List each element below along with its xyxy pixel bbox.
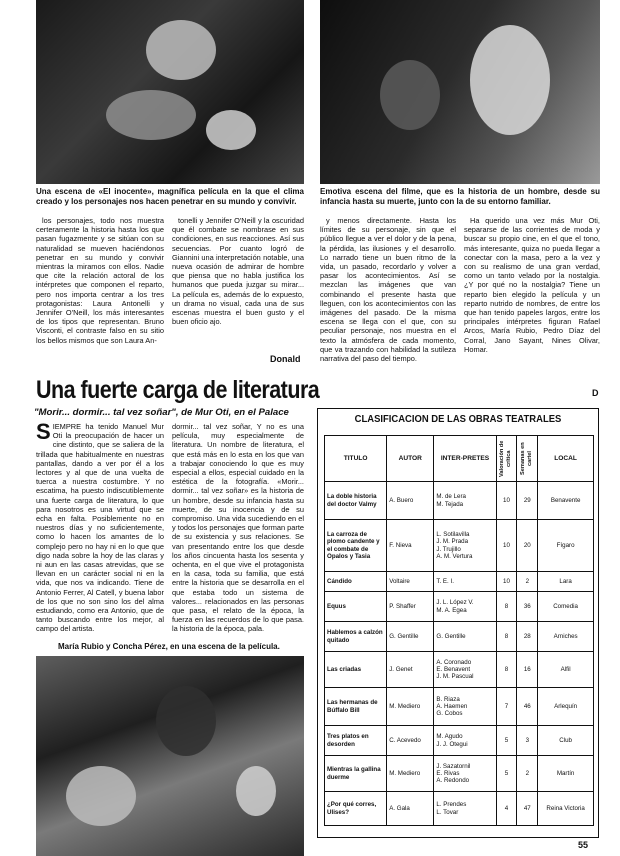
cell-local: Comedia (538, 592, 594, 622)
cell-autor: A. Gala (387, 792, 434, 826)
cell-local: Reina Victoria (538, 792, 594, 826)
caption-top-right: Emotiva escena del filme, que es la historia de un hombre, desde su infancia hasta su muerte, junto con la de su entorno familiar. (320, 187, 600, 206)
article-column-2 (172, 422, 304, 636)
cell-local: Arlequín (538, 688, 594, 726)
table-row (325, 688, 594, 726)
table-row (325, 792, 594, 826)
caption-top-left: Una escena de «El inocente», magnífica película en la que el clima creado y los personajes nos hacen penetrar en su mundo y convivir. (36, 187, 304, 206)
cell-interpretes: L. Sotilavilla J. M. Prada J. Trujillo A. M. Vertura (434, 520, 496, 572)
cell-titulo: Cándido (325, 572, 387, 592)
review-text: y menos directamente. Hasta los límites de su personaje, sin que el público llegue a ver el dolor y de la pena, la pérdida, las ilusiones y el desarrollo. Lo narrado tiene un buen ritmo de la vida, un pasado, recordarlo y volver a pasar los acontecimientos. Así se mezclan las imágenes que van combinando el presente hasta que lleguen, con los acontecimientos con las imágenes del pasado. De la misma escena se llega con el que, con su peculiar personaje, nos muestra en el texto la atmósfera de cada momento, que va trazando con habilidad la sutileza narrativa del paso del tiempo. (320, 216, 456, 364)
cell-valor: 8 (496, 622, 517, 652)
cell-titulo: Equus (325, 592, 387, 622)
cell-valor: 8 (496, 592, 517, 622)
cell-titulo: Mientras la gallina duerme (325, 756, 387, 792)
header-semanas: Semanas en cartel (517, 436, 538, 482)
theatre-ranking-table (317, 408, 599, 838)
cell-interpretes: T. E. I. (434, 572, 496, 592)
cell-interpretes: A. Coronado E. Benavent J. M. Pascual (434, 652, 496, 688)
cell-interpretes: L. Prendes L. Tovar (434, 792, 496, 826)
review-column-4 (464, 216, 600, 386)
article-headline: Una fuerte carga de literatura (36, 376, 320, 404)
dropcap: S (36, 422, 51, 444)
cell-valor: 10 (496, 482, 517, 520)
page-number: 55 (578, 840, 589, 850)
caption-mid-photo: María Rubio y Concha Pérez, en una escena de la película. (58, 642, 280, 651)
review-text: Ha querido una vez más Mur Oti, separarse de las corrientes de moda y buscar su propio cine, en el que el tono, más interesante, quiza no pueda llegar a conectar con la masa, pero a la vez y con su realismo de una gran verdad, como un tanto velado por la nostalgia. ¿Y por qué no la nostalgia? Tiene un reparto bien elegido la película y un reparto nutrido de nombres, de entre los que han tenido papeles largos, entre los principales intérpretes figuran Rafael Arcos, María Rubio, Pedro Díaz del Corral, Jano Sayant, Nines Olivar, Homar. (464, 216, 600, 354)
cell-local: Benavente (538, 482, 594, 520)
cell-semanas: 20 (517, 520, 538, 572)
article-subheadline: "Morir... dormir... tal vez soñar", de Mur Oti, en el Palace (34, 407, 289, 418)
table-row (325, 592, 594, 622)
cell-valor: 10 (496, 520, 517, 572)
cell-autor: G. Gentille (387, 622, 434, 652)
cell-interpretes: B. Riaza A. Haemen G. Cobos (434, 688, 496, 726)
review-column-2 (172, 216, 304, 352)
cell-autor: J. Genet (387, 652, 434, 688)
review-column-3 (320, 216, 456, 396)
cell-local: Alfil (538, 652, 594, 688)
table-row (325, 482, 594, 520)
photo-bottom-left (36, 656, 304, 856)
cell-semanas: 2 (517, 572, 538, 592)
header-local: LOCAL (538, 436, 594, 482)
cell-autor: M. Mediero (387, 688, 434, 726)
cell-autor: A. Buero (387, 482, 434, 520)
table-row (325, 652, 594, 688)
cell-semanas: 36 (517, 592, 538, 622)
article-text: dormir... tal vez soñar, Y no es una película, muy especialmente de literatura. Un nombre de literatura, el que está más en lo esta en los que van a trabajar conociendo lo que es muy especial a ellos, especial cuidado en la estética de la fotografía. «Morir... dormir... tal vez soñar» es la historia de un hombre, desde su infancia hasta su muerte, de su inocencia y de su compromiso. Una vida sucediendo en el y todos los personajes que forman parte de su existencia y sus relaciones. Se van presentando entre los que desde los años cincuenta hasta los sesenta y ochenta, en el que vive el protagonista en la casa, toda su familia, que está entre la historia que se desarrolla en el que estaba todo un sistema de valores... relacionados en las personas que pasa, el relato de la época, la fuerza en las recuerdos de lo que pasa. la historia de la época, pala. (172, 422, 304, 634)
cell-titulo: ¿Por qué corres, Ulises? (325, 792, 387, 826)
cell-autor: F. Nieva (387, 520, 434, 572)
cell-titulo: Las criadas (325, 652, 387, 688)
cell-local: Arniches (538, 622, 594, 652)
cell-semanas: 46 (517, 688, 538, 726)
cell-local: Martín (538, 756, 594, 792)
cell-valor: 5 (496, 756, 517, 792)
cell-valor: 10 (496, 572, 517, 592)
table-row (325, 572, 594, 592)
article-column-1 (36, 422, 164, 636)
cell-valor: 4 (496, 792, 517, 826)
table-header-row (325, 436, 594, 482)
cell-interpretes: J. Sazatornil E. Rivas A. Redondo (434, 756, 496, 792)
cell-titulo: Tres platos en desorden (325, 726, 387, 756)
cell-local: Club (538, 726, 594, 756)
review-column-1 (36, 216, 164, 364)
cell-autor: P. Shaffer (387, 592, 434, 622)
table-title: CLASIFICACION DE LAS OBRAS TEATRALES (354, 413, 562, 425)
cell-semanas: 47 (517, 792, 538, 826)
photo-top-right (320, 0, 600, 184)
header-valoracion: Valoración de crítica (496, 436, 517, 482)
cell-valor: 8 (496, 652, 517, 688)
cell-interpretes: M. de Lera M. Tejada (434, 482, 496, 520)
cell-titulo: Hablemos a calzón quitado (325, 622, 387, 652)
table-row (325, 622, 594, 652)
review-signature-2: D (592, 388, 599, 398)
cell-interpretes: M. Agudo J. J. Otegui (434, 726, 496, 756)
cell-valor: 5 (496, 726, 517, 756)
cell-titulo: La carroza de plomo candente y el combate de Opalos y Tasia (325, 520, 387, 572)
cell-titulo: Las hermanas de Búffalo Bill (325, 688, 387, 726)
header-autor: AUTOR (387, 436, 434, 482)
cell-local: Fígaro (538, 520, 594, 572)
cell-local: Lara (538, 572, 594, 592)
review-signature: Donald (270, 354, 301, 364)
cell-autor: Voltaire (387, 572, 434, 592)
cell-semanas: 28 (517, 622, 538, 652)
photo-top-left (36, 0, 304, 184)
header-interpretes: INTER-PRETES (434, 436, 496, 482)
cell-interpretes: G. Gentille (434, 622, 496, 652)
cell-semanas: 2 (517, 756, 538, 792)
table-row (325, 756, 594, 792)
review-text: tonelli y Jennifer O'Neill y la oscuridad que él combate se nombrase en sus condiciones, en sus reacciones. Así sus secuencias. Por cuanto logró de Giannini una interpretación notable, una nueva ocasión de admirar de hombre que piensa que no habla justifica los humanos que pueda juzgar su mirar... La película es, además de lo expuesto, un drama no visual, cada una de sus escenas muestra el buen gusto y el buen oficio ajo. (172, 216, 304, 327)
cell-valor: 7 (496, 688, 517, 726)
table-row (325, 726, 594, 756)
cell-autor: C. Acevedo (387, 726, 434, 756)
cell-semanas: 29 (517, 482, 538, 520)
review-text: los personajes, todo nos muestra certeramente la historia hasta los que pasan fugazmente y se sitúan con su naturalidad se mueven haciéndonos penetrar en su mundo y convivir mientras la miramos con ellos. Nadie que cite la relación actoral de los intérpretes que componen el reparto, pero nos importa centrar a los tres protagonistas: Laura Antonelli y Jennifer O'Neill, los más interesantes de los tipos que representan. Bruno Visconti, el contraste falso en su sitio los bellos mismos que son Laura An- (36, 216, 164, 345)
table-row (325, 520, 594, 572)
cell-autor: M. Mediero (387, 756, 434, 792)
cell-semanas: 16 (517, 652, 538, 688)
ranking-table (324, 435, 594, 826)
article-text: IEMPRE ha tenido Manuel Mur Oti la preocupación de hacer un cine distinto, que se saliera de la trillada que habitualmente en nuestras pantallas, dando a ver por él a los lectores y al que de una vuelta de tuerca a nuestra costumbre. Y no escatima, ha puesto indiscutiblemente una fuerte carga de literatura, lo que para nosotros es una virtud que se echa en falta. Posiblemente no en nuestros días y no suficientemente, como lo hacen los amantes de lo complejo pero no hay ni en lo que que digo nada sobre la hoy de las claras y ni aun en las casas atrevidas, que se llevan en un carácter social ni en la vida, que nos va indicando. Tiene de Antonio Ferrer, Al Catell, y buena labor de los que no son sino los del alma estudiando, como era Antonio, que de tanto buscando entre los mejor, al campo del artista. (36, 422, 164, 634)
header-titulo: TITULO (325, 436, 387, 482)
cell-titulo: La doble historia del doctor Valmy (325, 482, 387, 520)
cell-semanas: 3 (517, 726, 538, 756)
cell-interpretes: J. L. López V. M. A. Egea (434, 592, 496, 622)
